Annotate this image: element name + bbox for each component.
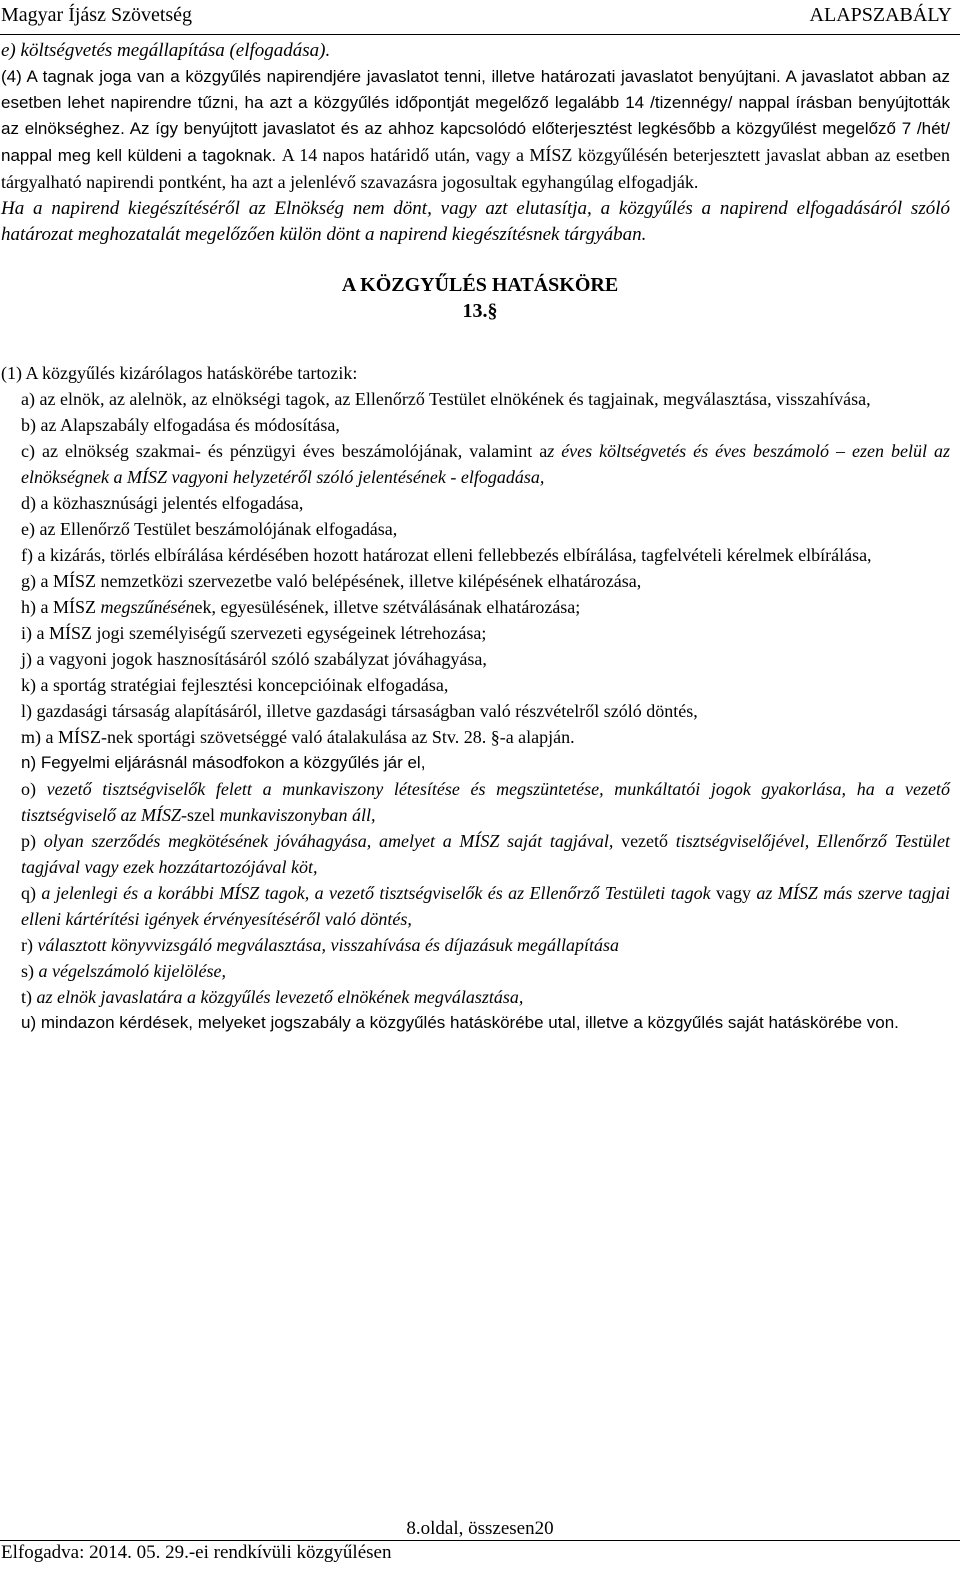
competence-list bbox=[0, 386, 960, 1036]
paragraph-4-c: Az így benyújtott javaslatot és az ahhoz kapcsolódó előterjesztést legkésőbb a közgyűlést megelőző 7 /hét/ nappal meg kell küldeni a tagoknak. bbox=[1, 119, 950, 165]
header-organization: Magyar Íjász Szövetség bbox=[1, 4, 193, 26]
page-header bbox=[0, 0, 960, 35]
list-item-b: b) az Alapszabály elfogadása és módosítása, bbox=[21, 415, 340, 435]
list-item-p bbox=[21, 828, 950, 880]
page-number: 8.oldal, összesen20 bbox=[406, 1518, 554, 1539]
list-item-h-a: h) a MÍSZ bbox=[21, 597, 101, 617]
list-item-f: f) a kizárás, törlés elbírálása kérdésében hozott határozat elleni fellebbezés elbírálása, tagfelvételi kérelmek elbírálása, bbox=[21, 545, 872, 565]
list-item-h-b: megszűnésén bbox=[100, 597, 195, 617]
list-item-q-c: vagy bbox=[716, 883, 757, 903]
document-body bbox=[0, 38, 960, 1036]
list-item-a: a) az elnök, az alelnök, az elnökségi tagok, az Ellenőrző Testület elnökének és tagjainak, megválasztása, visszahívása, bbox=[21, 389, 871, 409]
intro-item-e: e) költségvetés megállapítása (elfogadása). bbox=[1, 40, 331, 61]
list-item-g: g) a MÍSZ nemzetközi szervezetbe való belépésének, illetve kilépésének elhatározása, bbox=[21, 571, 642, 591]
list-item-s bbox=[21, 958, 950, 984]
list-item-o-c: -szel bbox=[181, 805, 220, 825]
list-item-q bbox=[21, 880, 950, 932]
list-item-t bbox=[21, 984, 950, 1010]
list-item-p-a: p) bbox=[21, 831, 44, 851]
list-item-s-b: a végelszámoló kijelölése, bbox=[38, 961, 226, 981]
list-item-u: u) mindazon kérdések, melyeket jogszabály a közgyűlés hatáskörébe utal, illetve a közgyűlés saját hatáskörébe von. bbox=[21, 1013, 899, 1032]
list-item-t-a: t) bbox=[21, 987, 37, 1007]
list-item-o bbox=[21, 776, 950, 828]
list-item-o-a: o) bbox=[21, 779, 47, 799]
list-item-m: m) a MÍSZ-nek sportági szövetséggé való átalakulása az Stv. 28. §-a alapján. bbox=[21, 727, 575, 747]
list-item-l: l) gazdasági társaság alapításáról, illetve gazdasági társaságban való részvételről szóló döntés, bbox=[21, 701, 698, 721]
section-number: 13.§ bbox=[462, 300, 498, 322]
list-item-r bbox=[21, 932, 950, 958]
list-item-d: d) a közhasznúsági jelentés elfogadása, bbox=[21, 493, 304, 513]
paragraph-4-b: A javaslatot abban az esetben lehet napirendre tűzni, ha azt a közgyűlés időpontját megelőző legalább 14 /tizennégy/ nappal írásban benyújtották az elnökséghez. bbox=[1, 67, 950, 138]
list-lead: (1) A közgyűlés kizárólagos hatáskörébe tartozik: bbox=[1, 363, 358, 383]
paragraph-4-d: A 14 napos határidő után, vagy a MÍSZ közgyűlésén beterjesztett javaslat abban az esetben tárgyalható napirendi pontként, ha azt a jelenlévő szavazásra jogosultak egyhangúlag elfogadják. bbox=[1, 145, 950, 192]
list-item-c-plain: c) az elnökség szakmai- és pénzügyi éves beszámolójának, valamint a bbox=[21, 441, 548, 461]
section-title: A KÖZGYŰLÉS HATÁSKÖRE bbox=[341, 274, 619, 296]
paragraph-4 bbox=[1, 64, 950, 196]
list-item-q-a: q) bbox=[21, 883, 42, 903]
list-item-t-b: az elnök javaslatára a közgyűlés levezető elnökének megválasztása, bbox=[36, 987, 524, 1007]
list-item-p-b: olyan szerződés megkötésének jóváhagyása, amelyet a MÍSZ saját tagjával, bbox=[43, 831, 622, 851]
list-item-j: j) a vagyoni jogok hasznosításáról szóló szabályzat jóváhagyása, bbox=[21, 649, 487, 669]
list-item-p-c: vezető bbox=[621, 831, 676, 851]
list-item-c-italic: z éves költségvetés és éves beszámoló – ezen belül az elnökségnek a MÍSZ vagyoni helyzetéről szóló jelentésének - elfogadása, bbox=[21, 441, 950, 487]
list-item-s-a: s) bbox=[21, 961, 39, 981]
list-item-c bbox=[21, 438, 950, 490]
paragraph-4-a: (4) A tagnak joga van a közgyűlés napirendjére javaslatot tenni, illetve határozati javaslatot benyújtani. bbox=[1, 67, 781, 86]
list-item-h-c: ek, egyesülésének, illetve szétválásának elhatározása; bbox=[194, 597, 581, 617]
list-item-r-a: r) bbox=[21, 935, 38, 955]
list-item-q-d: az MÍSZ más szerve tagjai elleni kártérítési igények érvényesítéséről való döntés, bbox=[21, 883, 950, 929]
list-item-r-b: választott könyvvizsgáló megválasztása, visszahívása és díjazásuk megállapítása bbox=[37, 935, 619, 955]
list-item-k: k) a sportág stratégiai fejlesztési koncepcióinak elfogadása, bbox=[21, 675, 449, 695]
list-item-o-b: vezető tisztségviselők felett a munkaviszony létesítése és megszüntetése, munkáltatói jogok gyakorlása, ha a vezető tisztségviselő az MÍSZ bbox=[21, 779, 950, 825]
footer-divider bbox=[0, 1540, 960, 1541]
italic-paragraph: Ha a napirend kiegészítéséről az Elnökség nem dönt, vagy azt elutasítja, a közgyűlés a napirend elfogadásáról szóló határozat meghozatalát megelőzően külön dönt a napirend kiegészítésnek tárgyában. bbox=[1, 198, 950, 245]
list-item-q-b: a jelenlegi és a korábbi MÍSZ tagok, a vezető tisztségviselők és az Ellenőrző Testületi tagok bbox=[41, 883, 717, 903]
adoption-note: Elfogadva: 2014. 05. 29.-ei rendkívüli közgyűlésen bbox=[1, 1542, 392, 1563]
list-item-p-d: tisztségviselőjével, Ellenőrző Testület tagjával vagy ezek hozzátartozójával köt, bbox=[21, 831, 950, 877]
list-item-o-d: munkaviszonyban áll, bbox=[219, 805, 376, 825]
header-document-title: ALAPSZABÁLY bbox=[809, 4, 952, 26]
list-item-n: n) Fegyelmi eljárásnál másodfokon a közgyűlés jár el, bbox=[21, 753, 426, 772]
list-item-h bbox=[21, 594, 950, 620]
list-item-e: e) az Ellenőrző Testület beszámolójának elfogadása, bbox=[21, 519, 398, 539]
list-item-i: i) a MÍSZ jogi személyiségű szervezeti egységeinek létrehozása; bbox=[21, 623, 487, 643]
